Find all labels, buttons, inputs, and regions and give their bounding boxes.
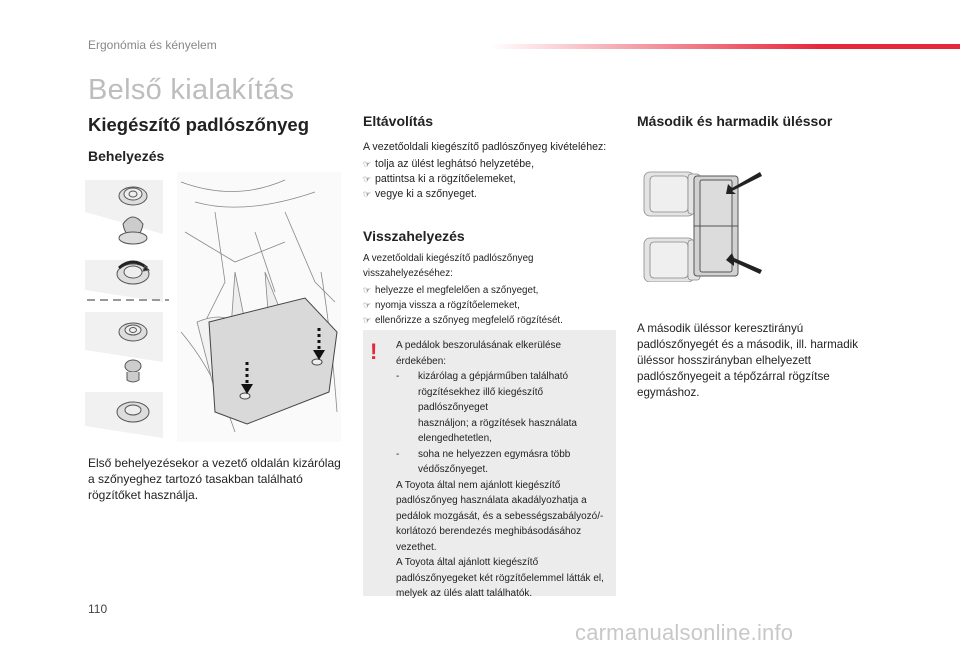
list-item: ☞ tolja az ülést leghátsó helyzetébe, (363, 158, 535, 170)
rear-seats-mat-illustration (642, 166, 782, 282)
seat-upper (644, 172, 700, 216)
list-item: ☞ vegye ki a szőnyeget. (363, 188, 477, 200)
list-item: ☞ helyezze el megfelelően a szőnyeget, (363, 285, 539, 296)
page-number: 110 (88, 602, 108, 616)
section-heading-floor-mat: Kiegészítő padlószőnyeg (88, 114, 310, 135)
floor-mat-installation-illustration (85, 172, 341, 442)
section-header: Ergonómia és kényelem (88, 38, 217, 52)
warning-text: A pedálok beszorulásának elkerülése érdekében: - kizárólag a gépjárműben található rögzítésekhez illő kiegészítő padlószőnyeget használjon; a rögzítések használata elengedhetetlen, - soha ne helyezzen egymásra több védőszőnyeget. A Toyota által nem ajánlott kiegészítő padlószőnyeg használata akadályozhatja a pedálok mozgását, és a sebességszabályozó/- korlátozó berendezés meghibásodásához vezethet. A Toyota által ajánlott kiegészítő padlószőnyegeket két rögzítőelemmel látták el, melyek az ülés alatt találhatók. (396, 340, 604, 599)
list-item: ☞ nyomja vissza a rögzítőelemeket, (363, 300, 520, 311)
second-row-text: A második üléssor keresztirányú padlószőnyegét és a második, ill. harmadik üléssor hosszirányban elhelyezett padlószőnyegeit a tépőzárral rögzítse egymáshoz. (637, 322, 859, 399)
list-item: ☞ pattintsa ki a rögzítőelemeket, (363, 173, 516, 185)
subheading-installation: Behelyezés (88, 148, 165, 164)
refit-instructions: A vezetőoldali kiegészítő padlószőnyeg visszahelyezéséhez: ☞ helyezze el megfelelően a szőnyeget, ☞ nyomja vissza a rögzítőelemeket, ☞ ellenőrizze a szőnyeg megfelelő rögzítését. (363, 251, 623, 328)
bullet-icon: ☞ (363, 174, 372, 184)
clip-detail-2 (85, 260, 163, 302)
clip-detail-4 (85, 392, 163, 438)
bullet-icon: ☞ (363, 315, 372, 325)
list-item: ☞ ellenőrizze a szőnyeg megfelelő rögzítését. (363, 315, 563, 326)
heading-removal: Eltávolítás (363, 113, 434, 129)
clip-detail-1 (85, 180, 163, 244)
header-accent-bar (490, 44, 960, 49)
clip-detail-3 (85, 312, 163, 382)
installation-caption: Első behelyezésekor a vezető oldalán kizárólag a szőnyeghez tartozó tasakban található rögzítőket használja. (88, 456, 341, 502)
seat-lower (644, 238, 700, 282)
watermark: carmanualsonline.info (575, 620, 794, 645)
bullet-icon: ☞ (363, 189, 372, 199)
warning-icon: ! (370, 339, 378, 364)
bullet-icon: ☞ (363, 159, 372, 169)
heading-second-third-row: Második és harmadik üléssor (637, 113, 833, 129)
bullet-icon: ☞ (363, 285, 372, 295)
bullet-icon: ☞ (363, 300, 372, 310)
heading-refit: Visszahelyezés (363, 228, 465, 244)
page-title: Belső kialakítás (88, 74, 295, 106)
removal-instructions: A vezetőoldali kiegészítő padlószőnyeg kivételéhez: ☞ tolja az ülést leghátsó helyzetébe, ☞ pattintsa ki a rögzítőelemeket, ☞ vegye ki a szőnyeget. (363, 140, 623, 202)
